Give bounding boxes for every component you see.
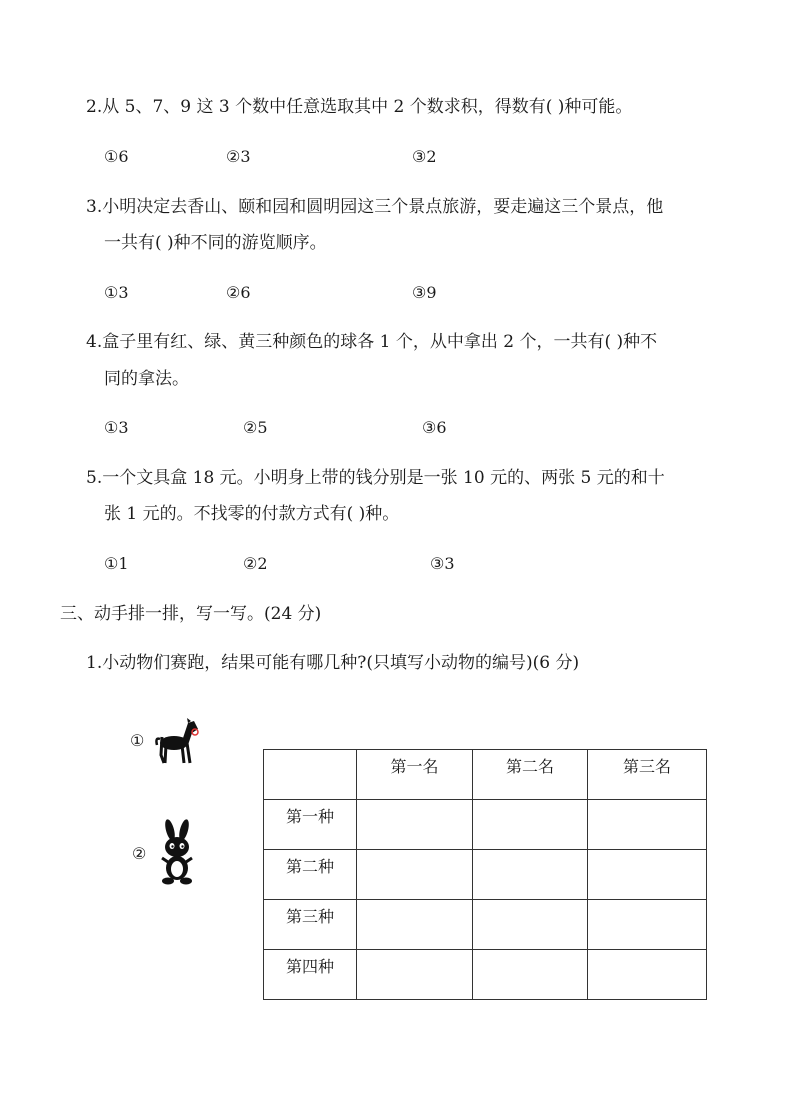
q4-text-line2: 同的拿法。 xyxy=(104,369,189,389)
q5-option-1: ①1 xyxy=(104,554,129,573)
q3-text-line1: 3.小明决定去香山、颐和园和圆明园这三个景点旅游，要走遍这三个景点，他 xyxy=(86,197,664,217)
q4-option-1: ①3 xyxy=(104,418,129,437)
animal-1-label: ① xyxy=(130,731,145,750)
table-row xyxy=(264,950,707,1000)
table-row xyxy=(264,850,707,900)
q3-text-line2: 一共有( )种不同的游览顺序。 xyxy=(104,233,327,253)
answer-cell[interactable] xyxy=(588,850,707,900)
q3-option-1: ①3 xyxy=(104,283,129,302)
answer-cell[interactable] xyxy=(357,800,473,850)
table-row xyxy=(264,900,707,950)
q3-option-2: ②6 xyxy=(226,283,251,302)
horse-icon xyxy=(154,715,202,767)
q4-option-3: ③6 xyxy=(422,418,447,437)
table-header-third-place: 第三名 xyxy=(588,750,707,800)
answer-cell[interactable] xyxy=(588,800,707,850)
animal-2-label: ② xyxy=(132,844,147,863)
answer-cell[interactable] xyxy=(588,950,707,1000)
answer-cell[interactable] xyxy=(357,950,473,1000)
answer-cell[interactable] xyxy=(473,800,588,850)
answer-cell[interactable] xyxy=(473,950,588,1000)
q5-option-3: ③3 xyxy=(430,554,455,573)
q2-text: 2.从 5、7、9 这 3 个数中任意选取其中 2 个数求积，得数有( )种可能。 xyxy=(86,97,633,117)
q2-option-2: ②3 xyxy=(226,147,251,166)
answer-cell[interactable] xyxy=(473,900,588,950)
table-header-first-place: 第一名 xyxy=(357,750,473,800)
q5-text-line2: 张 1 元的。不找零的付款方式有( )种。 xyxy=(104,504,400,524)
section3-q1-text: 1.小动物们赛跑，结果可能有哪几种?(只填写小动物的编号)(6 分) xyxy=(86,653,580,673)
q5-text-line1: 5.一个文具盒 18 元。小明身上带的钱分别是一张 10 元的、两张 5 元的和十 xyxy=(86,468,665,488)
q2-option-1: ①6 xyxy=(104,147,129,166)
table-header-second-place: 第二名 xyxy=(473,750,588,800)
answer-cell[interactable] xyxy=(357,850,473,900)
q2-option-3: ③2 xyxy=(412,147,437,166)
table-row-label: 第二种 xyxy=(264,850,357,900)
q3-option-3: ③9 xyxy=(412,283,437,302)
table-row-label: 第一种 xyxy=(264,800,357,850)
rabbit-icon xyxy=(156,818,200,886)
answer-cell[interactable] xyxy=(357,900,473,950)
ranking-table xyxy=(263,749,707,1000)
table-row-label: 第四种 xyxy=(264,950,357,1000)
q4-option-2: ②5 xyxy=(243,418,268,437)
answer-cell[interactable] xyxy=(473,850,588,900)
q4-text-line1: 4.盒子里有红、绿、黄三种颜色的球各 1 个，从中拿出 2 个，一共有( )种不 xyxy=(86,332,658,352)
answer-cell[interactable] xyxy=(588,900,707,950)
section3-heading: 三、动手排一排，写一写。(24 分) xyxy=(60,604,322,624)
table-header-cell-empty xyxy=(264,750,357,800)
table-row xyxy=(264,800,707,850)
q5-option-2: ②2 xyxy=(243,554,268,573)
table-row-label: 第三种 xyxy=(264,900,357,950)
table-header-row xyxy=(264,750,707,800)
